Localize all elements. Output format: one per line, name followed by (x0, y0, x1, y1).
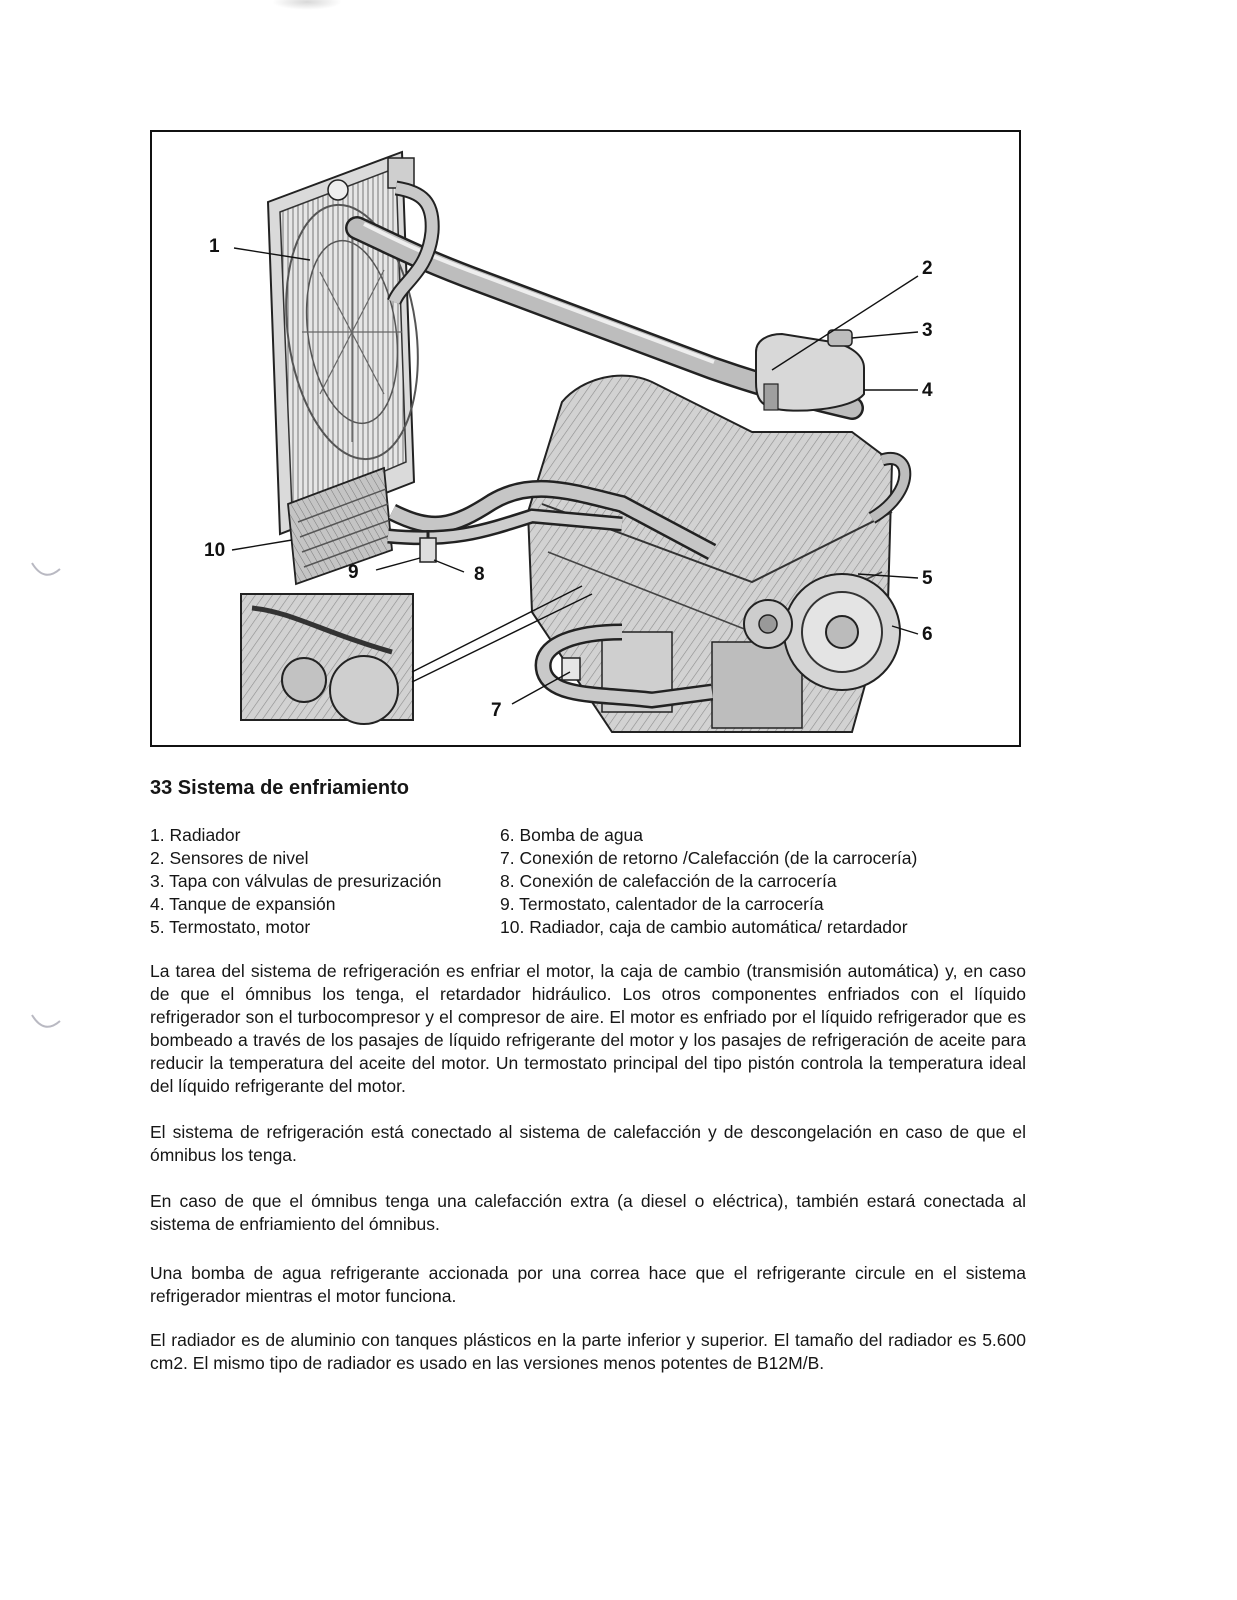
legend-item: 6. Bomba de agua (500, 825, 644, 845)
legend-item: 1. Radiador (150, 825, 241, 845)
callout-6: 6 (922, 624, 933, 645)
legend-left (150, 824, 442, 939)
section-title: 33 Sistema de enfriamiento (150, 777, 409, 799)
inset-detail (241, 594, 413, 724)
scan-artifact (272, 0, 342, 10)
body-paragraph: Una bomba de agua refrigerante accionada por una correa hace que el refrigerante circule en el sistema refrigerador mientras el motor funciona. (150, 1263, 1026, 1306)
legend-right (500, 824, 917, 939)
cooling-system-illustration (152, 132, 1019, 745)
legend-item: 5. Termostato, motor (150, 917, 311, 937)
legend-item: 10. Radiador, caja de cambio automática/ retardador (500, 917, 908, 937)
cooling-system-figure (150, 130, 1021, 747)
body-paragraph: La tarea del sistema de refrigeración es enfriar el motor, la caja de cambio (transmisión automática) y, en caso de que el ómnibus los tenga, el retardador hidráulico. Los otros componentes enfriados con el líquido refrigerador son el turbocompresor y el compresor de aire. El motor es enfriado por el líquido refrigerador que es bombeado a través de los pasajes de líquido refrigerante del motor y los pasajes de refrigeración de aceite para reducir la temperatura del aceite del motor. Un termostato principal del tipo pistón controla la temperatura ideal del líquido refrigerante del motor. (150, 961, 1026, 1096)
legend-item: 9. Termostato, calentador de la carrocería (500, 894, 824, 914)
callout-1: 1 (209, 236, 220, 257)
callout-8: 8 (474, 564, 485, 585)
legend-item: 4. Tanque de expansión (150, 894, 336, 914)
callout-3: 3 (922, 320, 933, 341)
legend-item: 7. Conexión de retorno /Calefacción (de la carrocería) (500, 848, 918, 868)
engine-block (528, 376, 900, 732)
legend-item: 2. Sensores de nivel (150, 848, 309, 868)
expansion-tank (756, 330, 864, 411)
body-paragraph: El sistema de refrigeración está conectado al sistema de calefacción y de descongelación en caso de que el ómnibus los tenga. (150, 1122, 1026, 1165)
scan-artifact (20, 545, 70, 1065)
callout-9: 9 (348, 562, 359, 583)
callout-7: 7 (491, 700, 502, 721)
legend-item: 3. Tapa con válvulas de presurización (150, 871, 442, 891)
callout-4: 4 (922, 380, 933, 401)
callout-2: 2 (922, 258, 933, 279)
callout-10: 10 (204, 540, 226, 561)
callout-5: 5 (922, 568, 933, 589)
legend-item: 8. Conexión de calefacción de la carrocería (500, 871, 837, 891)
body-paragraph: El radiador es de aluminio con tanques plásticos en la parte inferior y superior. El tamaño del radiador es 5.600 cm2. El mismo tipo de radiador es usado en las versiones menos potentes de B12M/B. (150, 1330, 1026, 1373)
body-paragraph: En caso de que el ómnibus tenga una calefacción extra (a diesel o eléctrica), también estará conectada al sistema de enfriamiento del ómnibus. (150, 1191, 1026, 1234)
